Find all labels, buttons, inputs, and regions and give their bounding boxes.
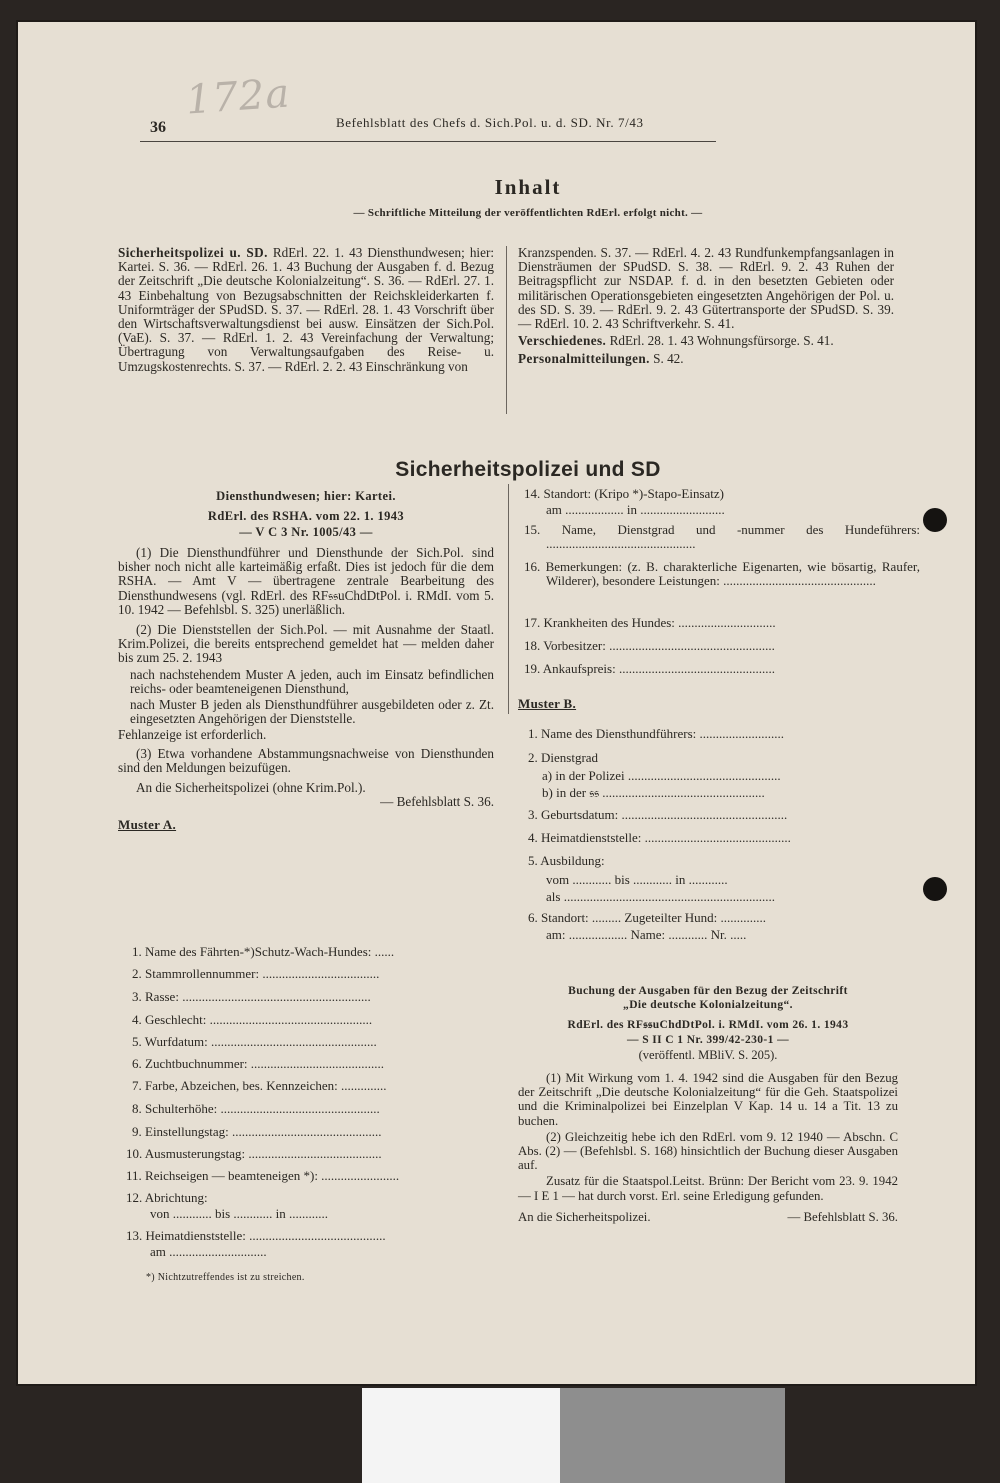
article-paragraph-1: (1) Die Diensthundführer und Diensthunde der Sich.Pol. sind bisher noch nicht alle karteimäßig erfaßt. Dies ist jedoch für die dem RSHA. — Amt V — übertragene zentrale Bearbeitung des Diensthundwesens (vgl. RdErl. des RF𝔰𝔰uChdDtPol. i. RMdI. vom 5. 10. 1942 — Befehlsbl. S. 325) unerläßlich. bbox=[118, 545, 494, 617]
article2-paragraph-3: Zusatz für die Staatspol.Leitst. Brünn: Der Bericht vom 23. 9. 1942 — I E 1 — hat durch vorst. Erl. seine Erledigung gefunden. bbox=[518, 1174, 898, 1203]
muster-b-item: a) in der Polizei ............................................... bbox=[542, 768, 781, 783]
muster-a-item: 10. Ausmusterungstag: ......................................... bbox=[126, 1146, 382, 1161]
muster-a-list bbox=[118, 944, 498, 1284]
muster-a-item: 2. Stammrollennummer: .................................... bbox=[132, 966, 380, 981]
muster-b-item: als ................................................................. bbox=[546, 889, 775, 904]
contents-left-heading: Sicherheitspolizei u. SD. bbox=[118, 245, 268, 260]
muster-a-item: 15. Name, Dienstgrad und -nummer des Hundeführers: .............................................. bbox=[524, 522, 920, 552]
muster-b-item: 6. Standort: ......... Zugeteilter Hund: .............. bbox=[528, 910, 766, 925]
muster-b-item: 5. Ausbildung: bbox=[528, 853, 605, 868]
column-rule bbox=[508, 484, 509, 714]
article2-paragraph-2: (2) Gleichzeitig hebe ich den RdErl. vom 9. 12 1940 — Abschn. C Abs. (2) — (Befehlsbl. S. 168) hinsichtlich der Buchung dieser Ausgaben auf. bbox=[518, 1129, 898, 1173]
muster-b-item: vom ............ bis ............ in ............ bbox=[546, 872, 728, 887]
muster-a-item: 4. Geschlecht: .................................................. bbox=[132, 1012, 373, 1027]
contents-left-text: RdErl. 22. 1. 43 Diensthundwesen; hier: Kartei. S. 36. — RdErl. 26. 1. 43 Buchung der Ausgaben f. d. Bezug der Zeitschrift „Die deutsche Kolonialzeitung“. S. 36. — RdErl. 27. 1. 43 Einbehaltung von Bezugsabschnitten der Reichskleiderkarten f. Uniformträger der SPudSD. S. 37. — RdErl. 28. 1. 43 Vorschrift über den Wirtschaftsverwaltungsdienst bei ausw. Einsätzen der Sich.Pol. (VaE). S. 37. — RdErl. 1. 2. 43 Vereinfachung der Verwaltung; Übertragung von Verwaltungsaufgaben des Reise- u. Umzugskostenrechts. S. 37. — RdErl. 2. 2. 43 Einschränkung von bbox=[118, 245, 495, 374]
muster-a-item: 13. Heimatdienststelle: .......................................... bbox=[126, 1228, 386, 1243]
muster-a-item: am .................. in .......................... bbox=[546, 502, 725, 517]
article2-addressee: An die Sicherheitspolizei. bbox=[518, 1209, 651, 1224]
article2-source: — Befehlsblatt S. 36. bbox=[787, 1209, 898, 1224]
article-paragraph-2c: Fehlanzeige ist erforderlich. bbox=[118, 727, 267, 743]
muster-a-item: von ............ bis ............ in ............ bbox=[150, 1206, 329, 1221]
article2-reference: RdErl. des RF𝔰𝔰uChdDtPol. i. RMdI. vom 26. 1. 1943 bbox=[567, 1019, 849, 1031]
section-title: Sicherheitspolizei und SD bbox=[395, 458, 661, 481]
personal-text: S. 42. bbox=[653, 351, 684, 367]
contents-subtitle: — Schriftliche Mitteilung der veröffentlichten RdErl. erfolgt nicht. — bbox=[353, 207, 703, 219]
article-paragraph-2b: nach Muster B jeden als Diensthundführer ausgebildeten oder z. Zt. eingesetzten Angehörigen der Dienststelle. bbox=[130, 697, 494, 727]
muster-a-item: 1. Name des Fährten-*)Schutz-Wach-Hundes: ...... bbox=[132, 944, 395, 959]
article-paragraph-3: (3) Etwa vorhandene Abstammungsnachweise von Diensthunden sind den Meldungen beizufügen. bbox=[118, 745, 494, 775]
article2-paragraph-1: (1) Mit Wirkung vom 1. 4. 1942 sind die Ausgaben für den Bezug der Zeitschrift „Die deutsche Kolonialzeitung“ für die Geh. Staatspolizei und die Kriminalpolizei bei Einzelplan V Kap. 14 u. 14 a Tit. 13 zu buchen. bbox=[518, 1071, 898, 1128]
article-source: — Befehlsblatt S. 36. bbox=[380, 794, 494, 810]
muster-a-item: 8. Schulterhöhe: ................................................. bbox=[132, 1101, 380, 1116]
contents-column-rule bbox=[506, 246, 507, 414]
muster-a-item: 9. Einstellungstag: .............................................. bbox=[132, 1124, 382, 1139]
article-addressee: An die Sicherheitspolizei (ohne Krim.Pol.). bbox=[136, 780, 366, 796]
muster-b-item: 3. Geburtsdatum: ................................................... bbox=[528, 807, 788, 822]
contents-right-column bbox=[518, 220, 894, 367]
muster-a-item: 6. Zuchtbuchnummer: ......................................... bbox=[132, 1056, 385, 1071]
muster-a-item: 18. Vorbesitzer: ................................................... bbox=[524, 638, 775, 653]
contents-left-column bbox=[118, 246, 494, 374]
muster-b-item: 2. Dienstgrad bbox=[528, 750, 599, 765]
muster-a-item: 17. Krankheiten des Hundes: .............................. bbox=[524, 615, 776, 630]
second-article bbox=[518, 984, 898, 1225]
verschiedenes-text: RdErl. 28. 1. 43 Wohnungsfürsorge. S. 41. bbox=[609, 333, 834, 349]
article2-title-line1: Buchung der Ausgaben für den Bezug der Zeitschrift bbox=[568, 985, 848, 997]
handwritten-page-number: 172a bbox=[184, 70, 292, 124]
muster-b-item: am: .................. Name: ............ Nr. ..... bbox=[546, 927, 747, 942]
article2-title-line2: „Die deutsche Kolonialzeitung“. bbox=[623, 999, 793, 1011]
article2-publication: (veröffentl. MBliV. S. 205). bbox=[638, 1048, 778, 1062]
running-title: Befehlsblatt des Chefs d. Sich.Pol. u. d. SD. Nr. 7/43 bbox=[336, 115, 644, 130]
article-paragraph-2a: nach nachstehendem Muster A jeden, auch im Einsatz befindlichen reichs- oder beamteneigenen Diensthund, bbox=[130, 666, 494, 696]
muster-a-item: 12. Abrichtung: bbox=[126, 1190, 208, 1205]
contents-title: Inhalt bbox=[494, 175, 562, 199]
muster-a-item: 3. Rasse: .......................................................... bbox=[132, 989, 371, 1004]
muster-a-item: 5. Wurfdatum: ................................................... bbox=[132, 1034, 377, 1049]
footnote: *) Nichtzutreffendes ist zu streichen. bbox=[146, 1272, 305, 1283]
article-number: — V C 3 Nr. 1005/43 — bbox=[239, 525, 373, 539]
muster-a-item: 7. Farbe, Abzeichen, bes. Kennzeichen: .............. bbox=[132, 1078, 387, 1093]
left-article bbox=[118, 488, 494, 833]
page-number: 36 bbox=[150, 119, 166, 136]
muster-a-label: Muster A. bbox=[118, 817, 177, 833]
article2-number: — S II C 1 Nr. 399/42-230-1 — bbox=[627, 1034, 789, 1046]
muster-a-item: 14. Standort: (Kripo *)-Stapo-Einsatz) bbox=[524, 486, 725, 501]
muster-b-list bbox=[520, 726, 898, 956]
muster-a-item: 11. Reichseigen — beamteneigen *): ........................ bbox=[126, 1168, 400, 1183]
muster-a-item: 19. Ankaufspreis: ................................................ bbox=[524, 661, 775, 676]
punch-hole bbox=[923, 508, 947, 532]
article2-footer bbox=[518, 1209, 898, 1225]
article-title: Diensthundwesen; hier: Kartei. bbox=[216, 489, 396, 503]
muster-a-continuation bbox=[520, 486, 920, 706]
document-page bbox=[18, 22, 975, 1384]
muster-b-item: 1. Name des Diensthundführers: .......................... bbox=[528, 726, 784, 741]
muster-a-item: am .............................. bbox=[150, 1244, 267, 1259]
article-paragraph-2: (2) Die Dienststellen der Sich.Pol. — mit Ausnahme der Staatl. Krim.Polizei, die bereits entsprechend gemeldet hat — melden daher bis zum 25. 2. 1943 bbox=[118, 622, 494, 666]
muster-b-item: 4. Heimatdienststelle: ............................................. bbox=[528, 830, 791, 845]
muster-b-label: Muster B. bbox=[518, 696, 577, 711]
color-calibration-white bbox=[362, 1388, 560, 1483]
muster-b-item: b) in der 𝔰𝔰 .................................................. bbox=[542, 785, 765, 800]
personal-heading: Personalmitteilungen. bbox=[518, 351, 650, 367]
muster-a-item: 16. Bemerkungen: (z. B. charakterliche Eigenarten, wie bösartig, Raufer, Wilderer), besondere Leistungen: ............................................... bbox=[524, 559, 920, 589]
contents-right-text: Kranzspenden. S. 37. — RdErl. 4. 2. 43 Rundfunkempfangsanlagen in Diensträumen der SPudSD. S. 38. — RdErl. 9. 2. 43 Ruhen der Beitragspflicht zur NSDAP. f. d. in den besetzten Gebieten oder militärischen Operationsgebieten eingesetzten Angehörigen der Pol. u. des SD. S. 39. — RdErl. 9. 2. 43 Gütertransporte der SPudSD. S. 39. — RdErl. 10. 2. 43 Schriftverkehr. S. 41. bbox=[518, 245, 894, 332]
header-rule bbox=[140, 141, 716, 142]
article-reference: RdErl. des RSHA. vom 22. 1. 1943 bbox=[207, 509, 405, 523]
color-calibration-gray bbox=[560, 1388, 785, 1483]
punch-hole bbox=[923, 877, 947, 901]
verschiedenes-heading: Verschiedenes. bbox=[518, 333, 607, 349]
